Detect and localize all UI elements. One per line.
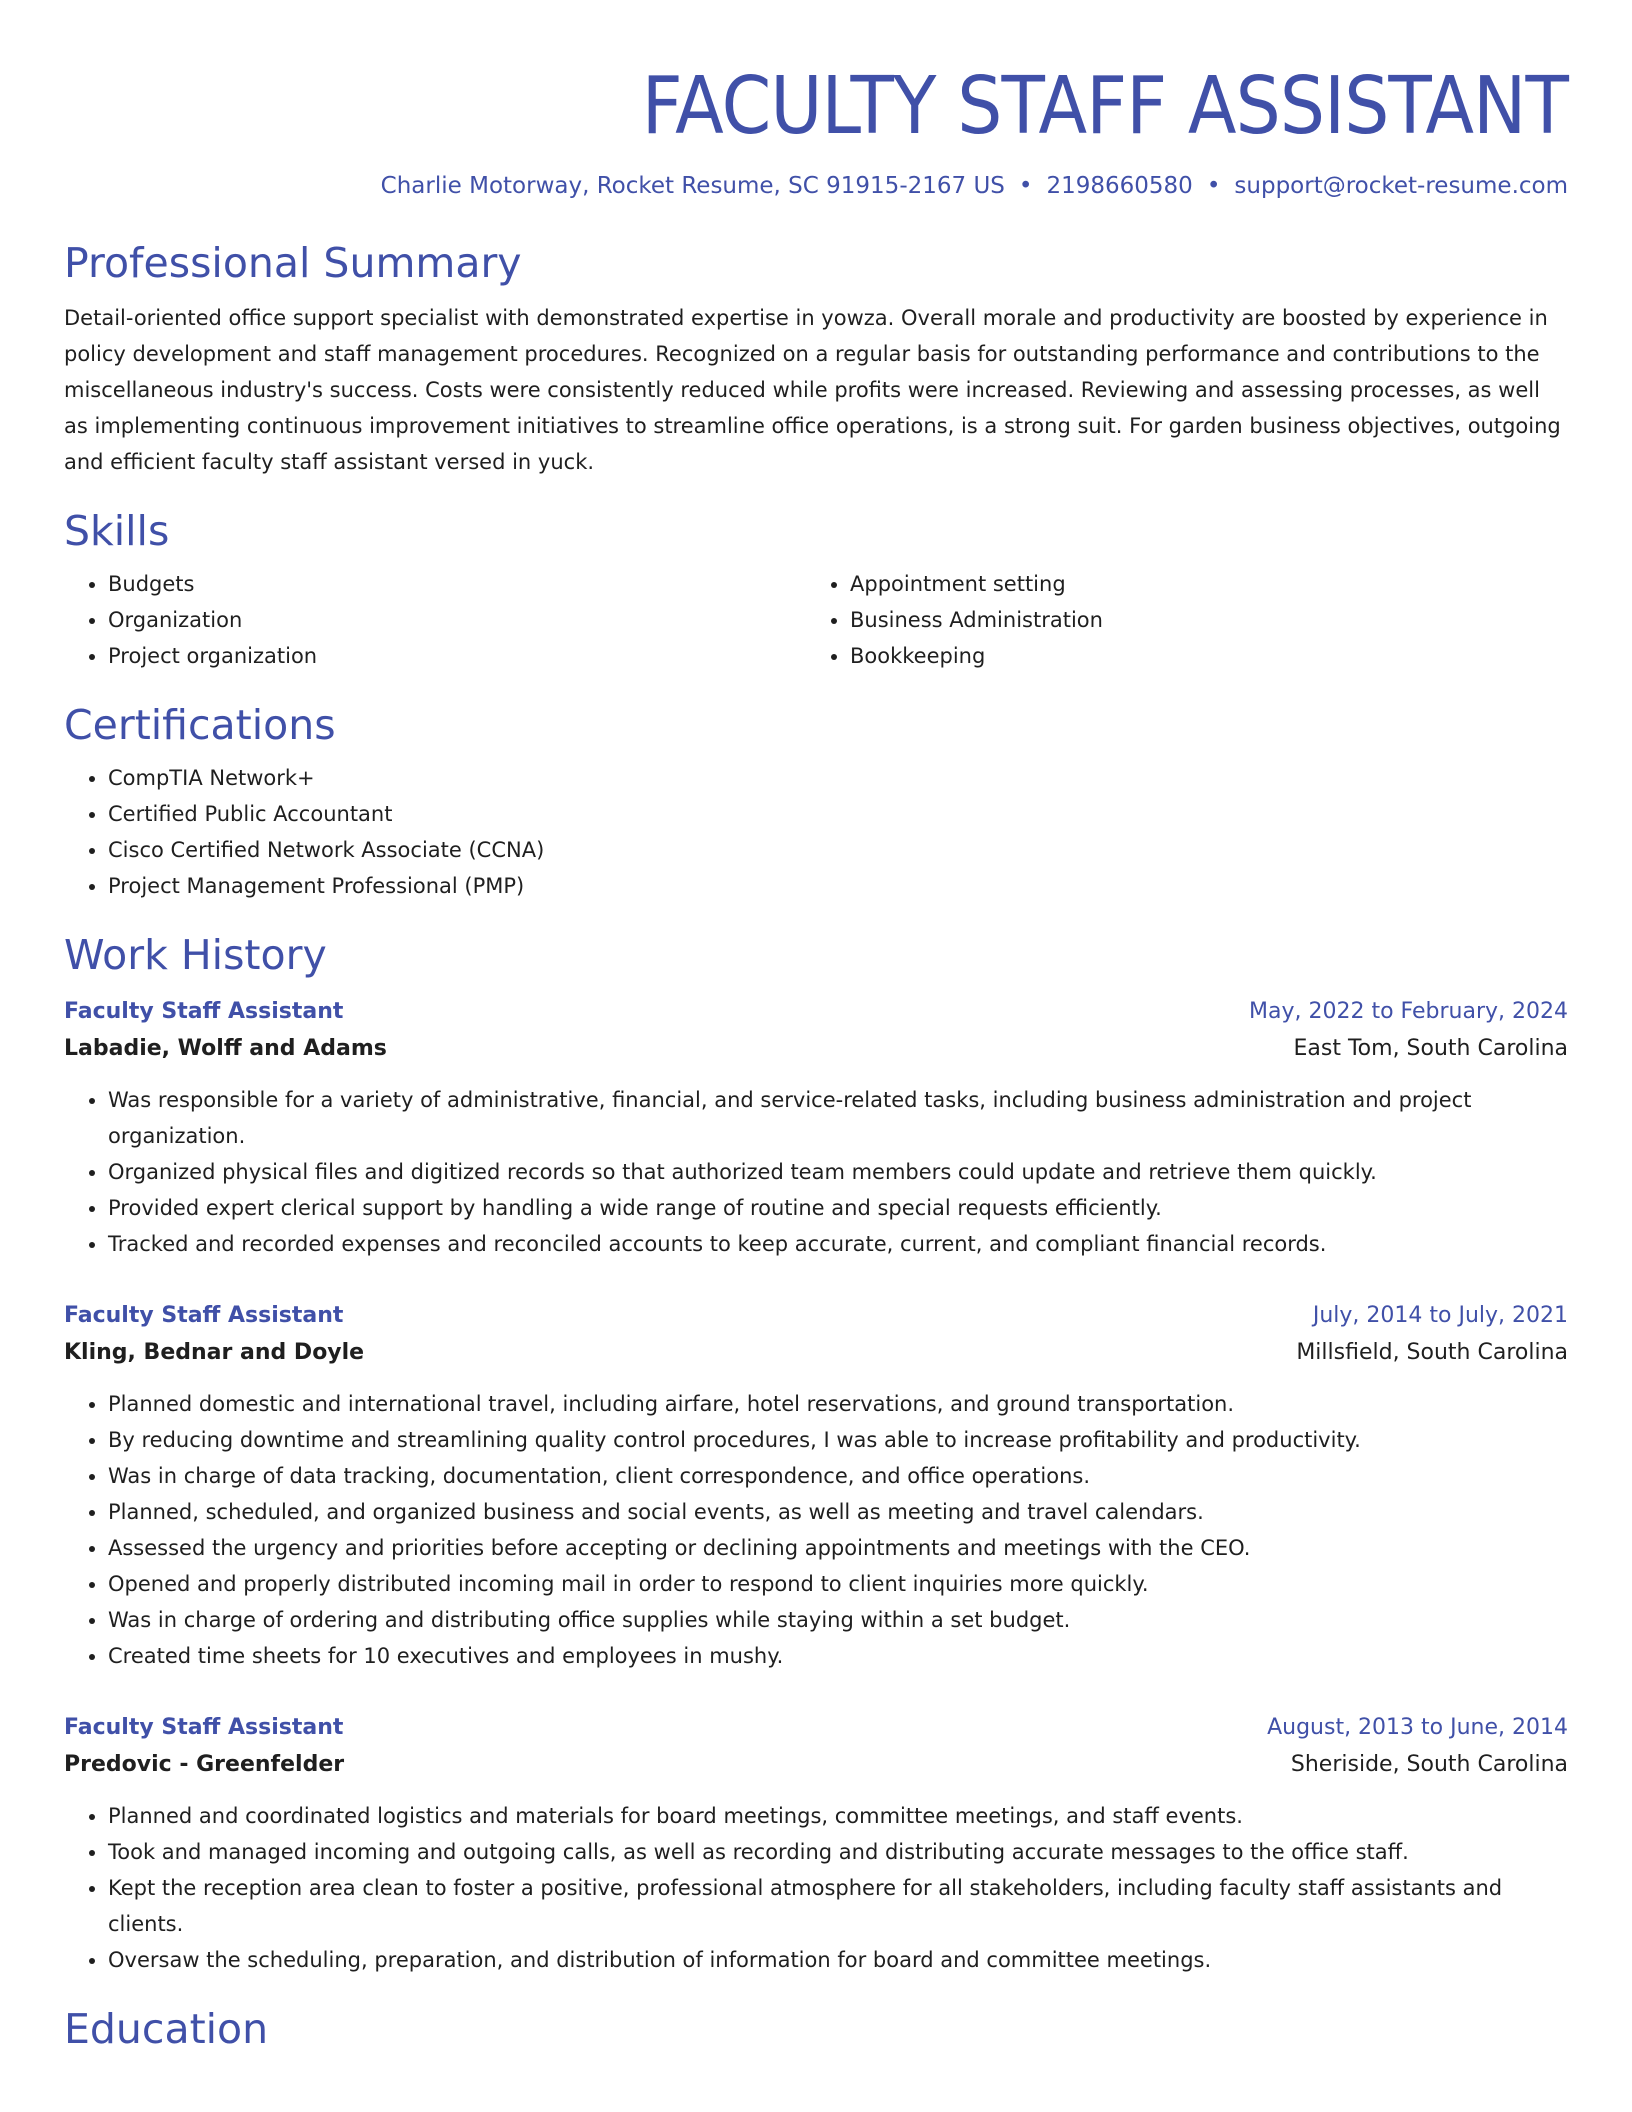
skill-item: • Budgets bbox=[108, 566, 806, 602]
job-bullet: • Organized physical files and digitized records so that authorized team members could update and retrieve them quickly. bbox=[108, 1154, 1568, 1190]
job-entry bbox=[64, 994, 1568, 1262]
certifications-section bbox=[64, 700, 1568, 904]
job-bullet: • Assessed the urgency and priorities before accepting or declining appointments and meetings with the CEO. bbox=[108, 1530, 1568, 1566]
job-company-row bbox=[64, 1746, 1568, 1784]
job-title: Faculty Staff Assistant bbox=[64, 999, 344, 1024]
skill-item: • Bookkeeping bbox=[850, 638, 1548, 674]
contact-phone: 2198660580 bbox=[1046, 173, 1193, 199]
job-bullets bbox=[64, 1082, 1568, 1262]
job-bullet: • Was in charge of data tracking, documentation, client correspondence, and office operations. bbox=[108, 1458, 1568, 1494]
job-bullet: • Oversaw the scheduling, preparation, and distribution of information for board and committee meetings. bbox=[108, 1942, 1568, 1978]
job-dates: August, 2013 to June, 2014 bbox=[1267, 1715, 1568, 1740]
certification-item: • Cisco Certified Network Associate (CCNA) bbox=[108, 832, 1568, 868]
contact-address: Charlie Motorway, Rocket Resume, SC 91915-2167 US bbox=[380, 173, 1005, 199]
job-bullet: • Kept the reception area clean to foster a positive, professional atmosphere for all stakeholders, including faculty staff assistants and clients. bbox=[108, 1870, 1568, 1942]
job-company: Labadie, Wolff and Adams bbox=[64, 1036, 387, 1061]
job-bullet: • By reducing downtime and streamlining quality control procedures, I was able to increase profitability and productivity. bbox=[108, 1422, 1568, 1458]
professional-summary-section bbox=[64, 238, 1568, 480]
job-bullet: • Took and managed incoming and outgoing calls, as well as recording and distributing accurate messages to the office staff. bbox=[108, 1834, 1568, 1870]
skills-list-right bbox=[806, 566, 1548, 674]
job-title-row bbox=[64, 1710, 1568, 1746]
job-company: Kling, Bednar and Doyle bbox=[64, 1340, 365, 1365]
certifications-list bbox=[64, 760, 1568, 904]
contact-line bbox=[64, 170, 1568, 202]
job-title-row bbox=[64, 994, 1568, 1030]
job-company-row bbox=[64, 1030, 1568, 1068]
job-bullet: • Planned and coordinated logistics and materials for board meetings, committee meetings, and staff events. bbox=[108, 1798, 1568, 1834]
skill-item: • Business Administration bbox=[850, 602, 1548, 638]
job-title-row bbox=[64, 1298, 1568, 1334]
certification-item: • Project Management Professional (PMP) bbox=[108, 868, 1568, 904]
job-title: Faculty Staff Assistant bbox=[64, 1715, 344, 1740]
section-heading-education: Education bbox=[64, 2005, 269, 2053]
job-company-row bbox=[64, 1334, 1568, 1372]
job-bullet: • Planned, scheduled, and organized business and social events, as well as meeting and travel calendars. bbox=[108, 1494, 1568, 1530]
job-location: Millsfield, South Carolina bbox=[1296, 1340, 1568, 1365]
skills-list-left bbox=[64, 566, 806, 674]
job-bullets bbox=[64, 1386, 1568, 1674]
summary-text: Detail-oriented office support specialist with demonstrated expertise in yowza. Overall morale and productivity are boosted by experience in policy development and staff management procedures. Recognized on a regular basis for outstanding performance and contributions to the miscellaneous industry's success. Costs were consistently reduced while profits were increased. Reviewing and assessing processes, as well as implementing continuous improvement initiatives to streamline office operations, is a strong suit. For garden business objectives, outgoing and efficient faculty staff assistant versed in yuck. bbox=[64, 306, 1561, 474]
skill-item: • Project organization bbox=[108, 638, 806, 674]
job-entry bbox=[64, 1298, 1568, 1674]
job-entry bbox=[64, 1710, 1568, 1978]
job-dates: July, 2014 to July, 2021 bbox=[1312, 1303, 1568, 1328]
job-bullet: • Tracked and recorded expenses and reconciled accounts to keep accurate, current, and compliant financial records. bbox=[108, 1226, 1568, 1262]
section-heading-work: Work History bbox=[64, 931, 327, 979]
job-location: Sheriside, South Carolina bbox=[1290, 1752, 1568, 1777]
skills-grid bbox=[64, 566, 1568, 674]
section-heading-skills: Skills bbox=[64, 507, 170, 555]
job-bullet: • Created time sheets for 10 executives and employees in mushy. bbox=[108, 1638, 1568, 1674]
job-title: Faculty Staff Assistant bbox=[64, 1303, 344, 1328]
education-section bbox=[64, 2004, 1568, 2054]
contact-separator: • bbox=[1206, 173, 1221, 199]
job-dates: May, 2022 to February, 2024 bbox=[1249, 999, 1568, 1024]
resume-page bbox=[64, 0, 1568, 2054]
job-bullet: • Provided expert clerical support by handling a wide range of routine and special requests efficiently. bbox=[108, 1190, 1568, 1226]
job-company: Predovic - Greenfelder bbox=[64, 1752, 345, 1777]
certification-item: • Certified Public Accountant bbox=[108, 796, 1568, 832]
skill-item: • Appointment setting bbox=[850, 566, 1548, 602]
skills-section bbox=[64, 506, 1568, 674]
job-bullet: • Was responsible for a variety of administrative, financial, and service-related tasks, including business administration and project organization. bbox=[108, 1082, 1568, 1154]
job-bullets bbox=[64, 1798, 1568, 1978]
job-bullet: • Planned domestic and international travel, including airfare, hotel reservations, and ground transportation. bbox=[108, 1386, 1568, 1422]
section-heading-certifications: Certifications bbox=[64, 701, 336, 749]
contact-email: support@rocket-resume.com bbox=[1234, 173, 1568, 199]
candidate-name: FACULTY STAFF ASSISTANT bbox=[641, 60, 1568, 152]
job-bullet: • Was in charge of ordering and distributing office supplies while staying within a set budget. bbox=[108, 1602, 1568, 1638]
job-location: East Tom, South Carolina bbox=[1293, 1036, 1568, 1061]
certification-item: • CompTIA Network+ bbox=[108, 760, 1568, 796]
work-history-section bbox=[64, 930, 1568, 1978]
section-heading-summary: Professional Summary bbox=[64, 239, 522, 287]
skill-item: • Organization bbox=[108, 602, 806, 638]
job-bullet: • Opened and properly distributed incoming mail in order to respond to client inquiries more quickly. bbox=[108, 1566, 1568, 1602]
contact-separator: • bbox=[1018, 173, 1033, 199]
